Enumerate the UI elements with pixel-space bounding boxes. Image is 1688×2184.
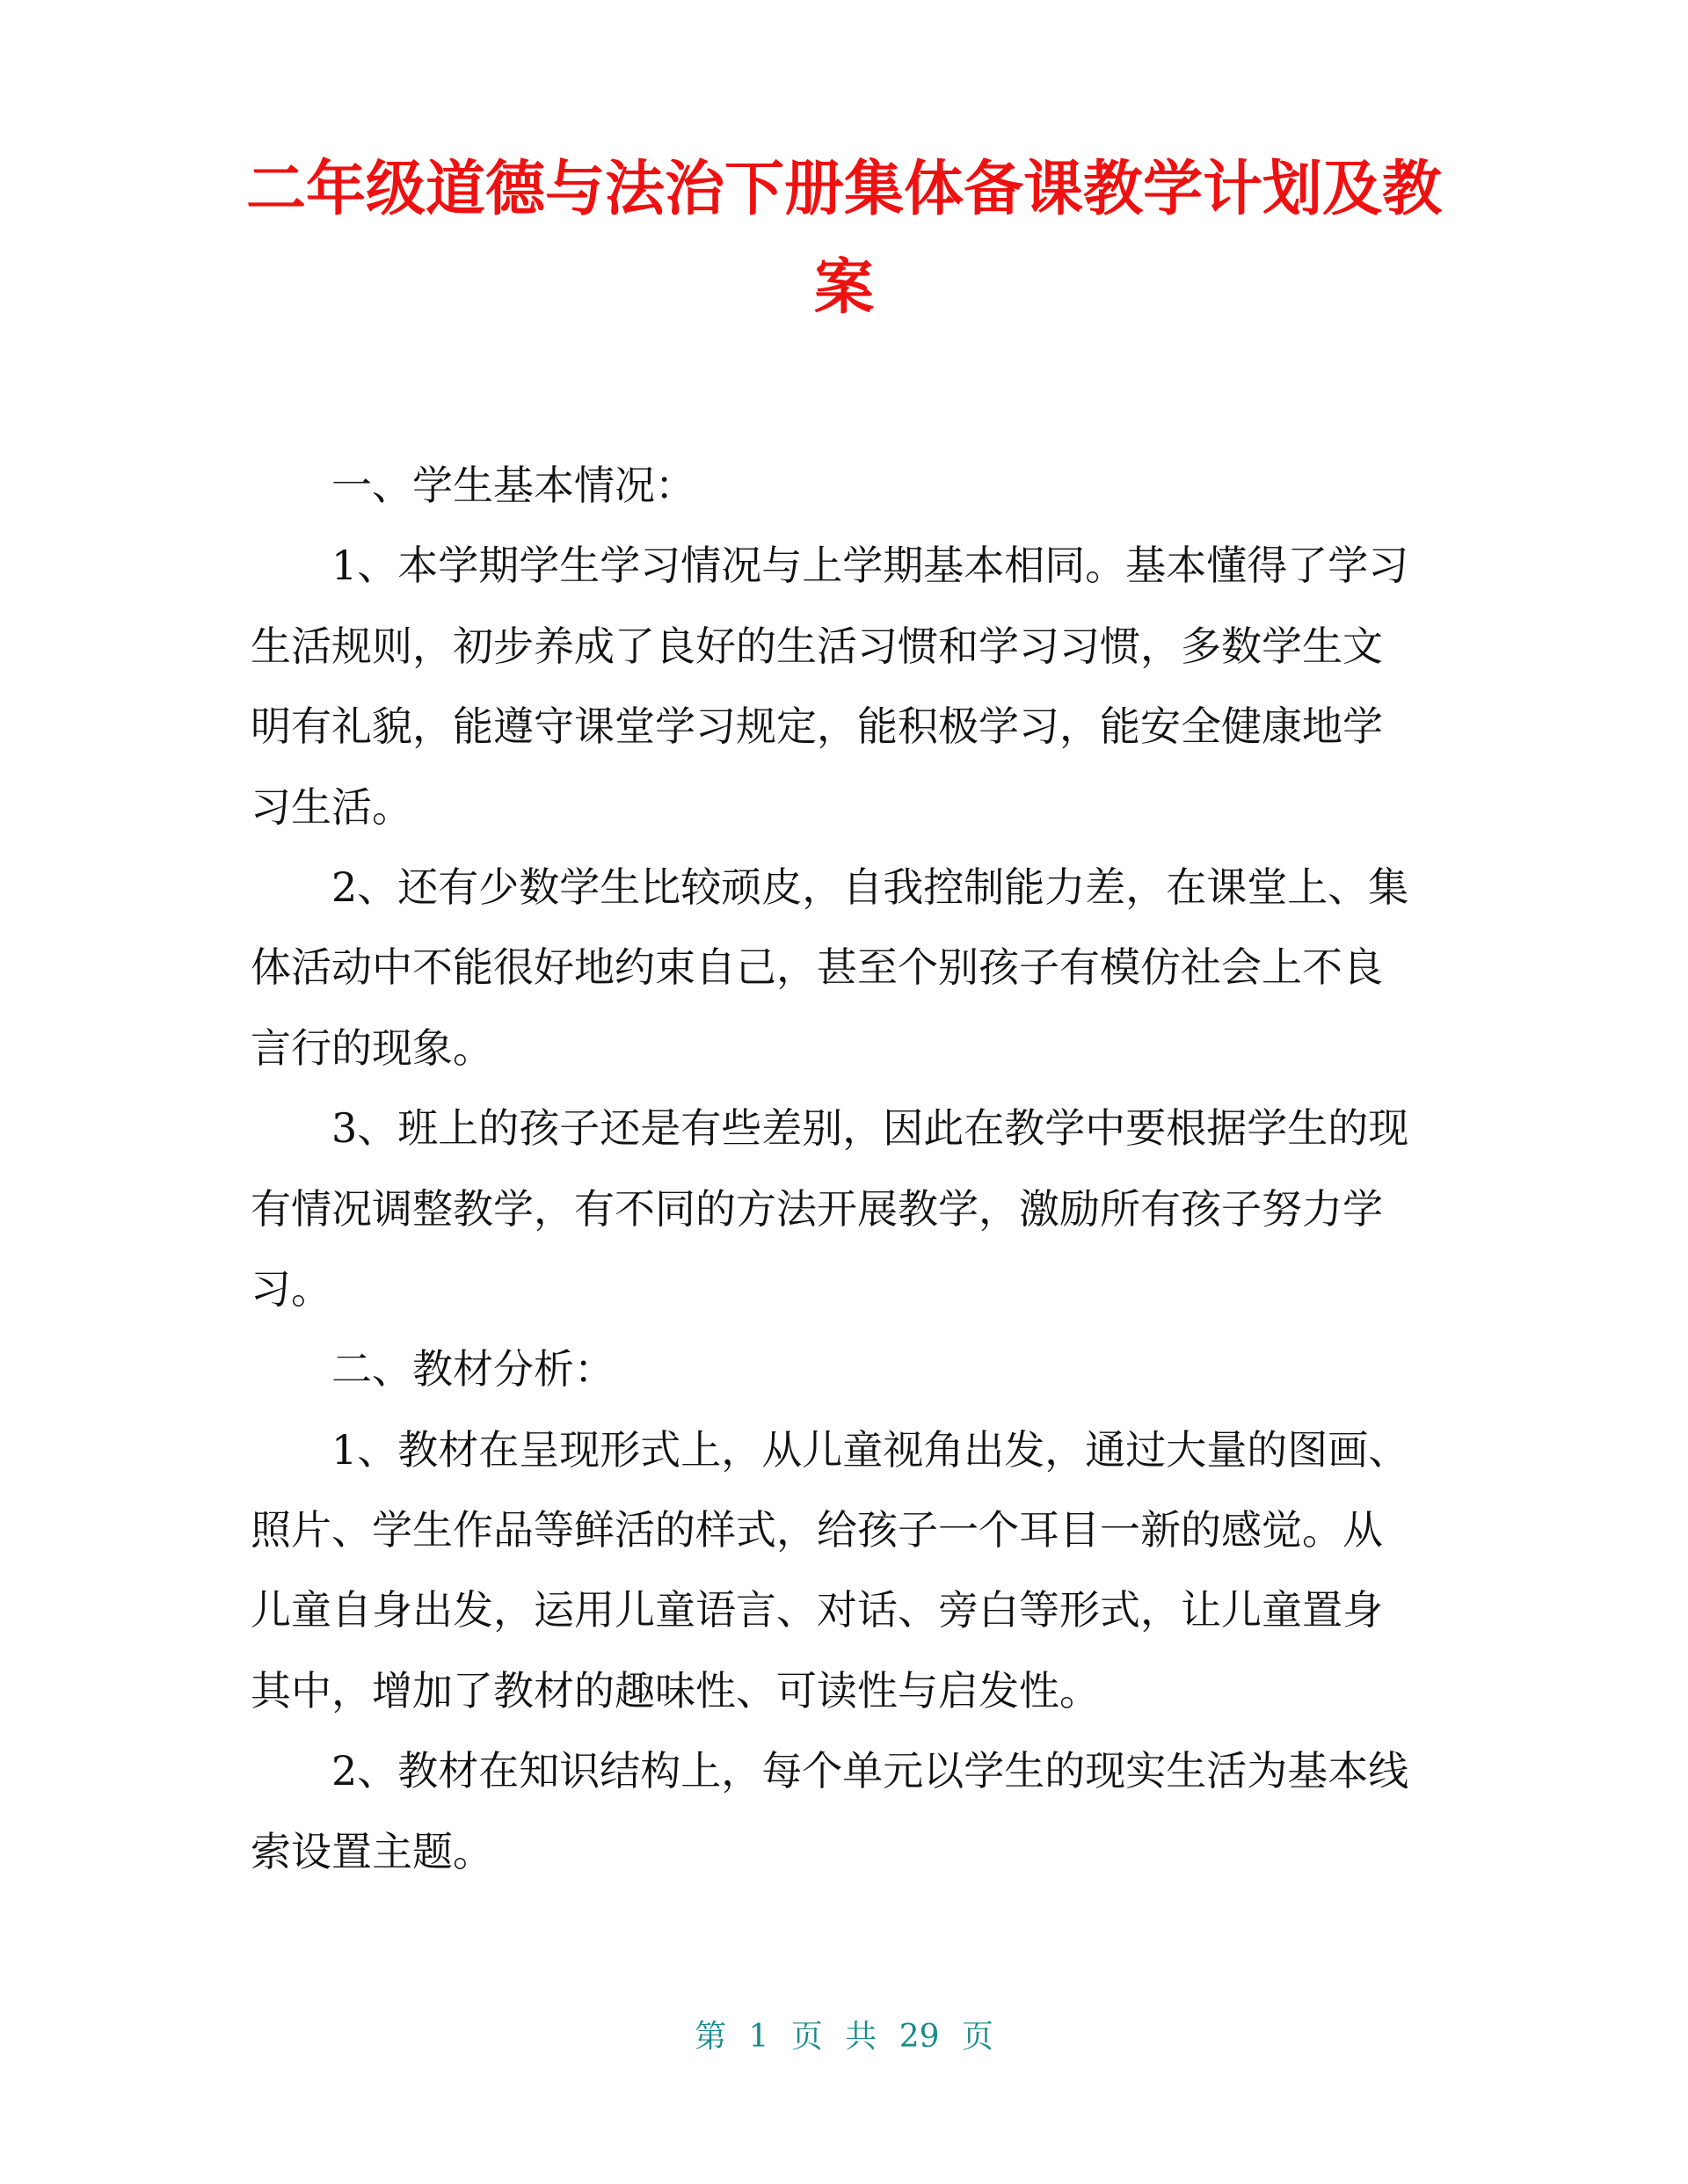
text-line: 1、本学期学生学习情况与上学期基本相同。基本懂得了学习 bbox=[331, 542, 1409, 590]
paragraph bbox=[251, 848, 1446, 1088]
text-line: 言行的现象。 bbox=[251, 1023, 493, 1072]
text-line: 索设置主题。 bbox=[251, 1827, 493, 1875]
text-line: 2、教材在知识结构上，每个单元以学生的现实生活为基本线 bbox=[331, 1747, 1409, 1795]
title-line: 案 bbox=[813, 253, 874, 323]
text-line: 2、还有少数学生比较顽皮，自我控制能力差，在课堂上、集 bbox=[331, 863, 1409, 911]
text-line: 一、学生基本情况： bbox=[331, 462, 695, 509]
text-line: 照片、学生作品等鲜活的样式，给孩子一个耳目一新的感觉。从 bbox=[251, 1506, 1383, 1554]
text-line: 习生活。 bbox=[251, 783, 412, 831]
paragraph bbox=[251, 1731, 1446, 1892]
text-line: 明有礼貌，能遵守课堂学习规定，能积极学习，能安全健康地学 bbox=[251, 703, 1383, 751]
paragraph bbox=[251, 526, 1446, 848]
page-footer: 第 1 页 共 29 页 bbox=[695, 2019, 993, 2055]
title-line: 二年级道德与法治下册集体备课教学计划及教 bbox=[245, 155, 1442, 224]
paragraph bbox=[251, 1088, 1446, 1329]
text-line: 有情况调整教学，有不同的方法开展教学，激励所有孩子努力学 bbox=[251, 1184, 1383, 1233]
paragraph bbox=[251, 1410, 1446, 1732]
text-line: 3、班上的孩子还是有些差别，因此在教学中要根据学生的现 bbox=[331, 1104, 1409, 1153]
document-title bbox=[0, 141, 1688, 338]
text-line: 习。 bbox=[251, 1264, 331, 1313]
paragraph bbox=[251, 446, 1446, 526]
text-line: 生活规则，初步养成了良好的生活习惯和学习习惯，多数学生文 bbox=[251, 622, 1383, 670]
text-line: 体活动中不能很好地约束自己，甚至个别孩子有模仿社会上不良 bbox=[251, 943, 1383, 992]
document-body bbox=[251, 446, 1446, 1892]
text-line: 其中，增加了教材的趣味性、可读性与启发性。 bbox=[251, 1666, 1100, 1714]
paragraph bbox=[251, 1329, 1446, 1409]
text-line: 1、教材在呈现形式上，从儿童视角出发，通过大量的图画、 bbox=[331, 1425, 1409, 1474]
text-line: 二、教材分析： bbox=[331, 1345, 615, 1394]
text-line: 儿童自身出发，运用儿童语言、对话、旁白等形式，让儿童置身 bbox=[251, 1586, 1383, 1634]
